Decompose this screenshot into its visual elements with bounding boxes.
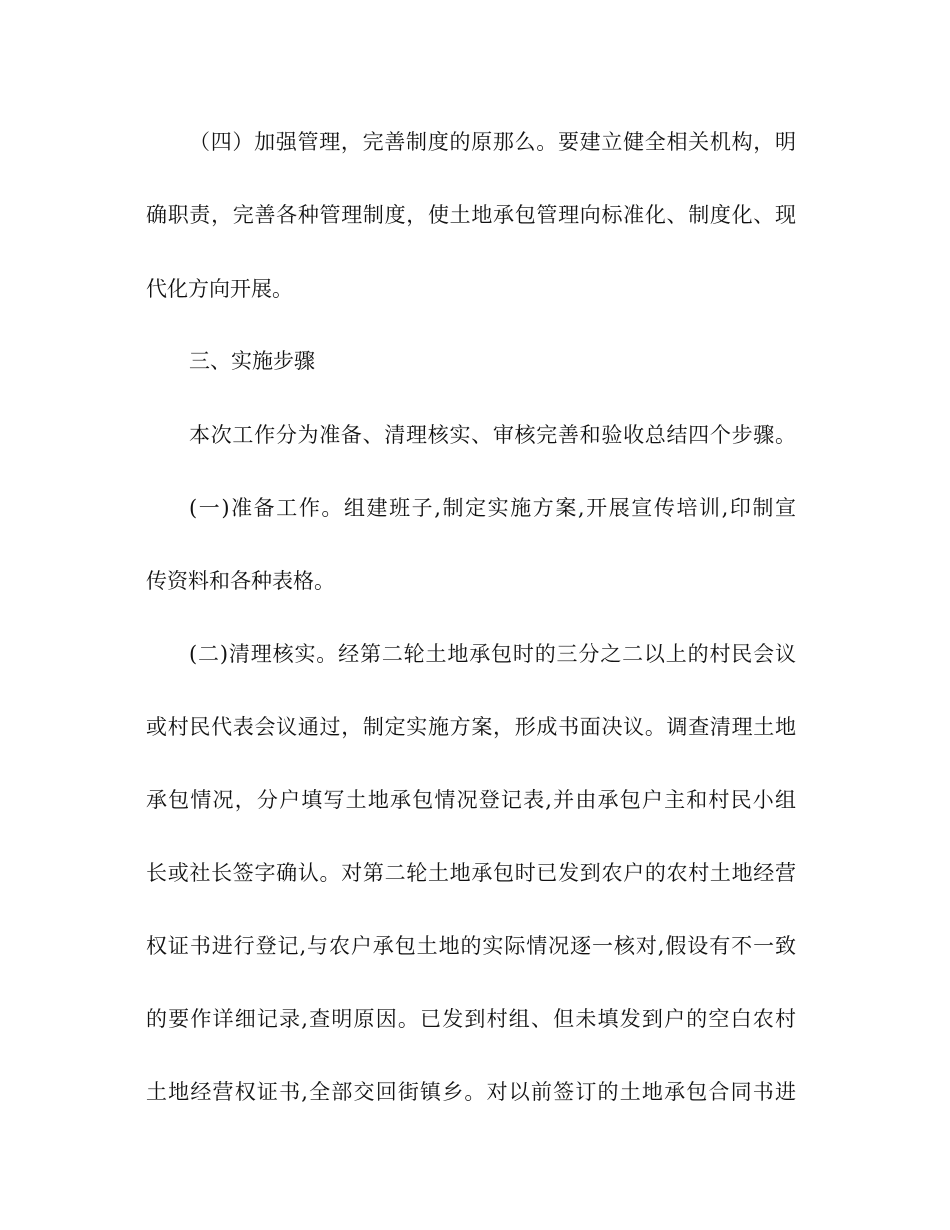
paragraph-4-line-1: （四）加强管理，完善制度的原那么。要建立健全相关机构，明: [189, 130, 796, 154]
section-heading: 三、实施步骤: [189, 349, 315, 373]
step-2-line-1: (二)清理核实。经第二轮土地承包时的三分之二以上的村民会议: [189, 642, 796, 666]
paragraph-4-line-3: 代化方向开展。: [146, 277, 293, 301]
step-2-line-6: 的要作详细记录,查明原因。已发到村组、但未填发到户的空白农村: [146, 1007, 796, 1031]
step-2-line-4: 长或社长签字确认。对第二轮土地承包时已发到农户的农村土地经营: [146, 861, 796, 885]
intro-line: 本次工作分为准备、清理核实、审核完善和验收总结四个步骤。: [189, 423, 796, 447]
step-2-line-3: 承包情况，分户填写土地承包情况登记表,并由承包户主和村民小组: [146, 788, 796, 812]
step-1-line-1: (一)准备工作。组建班子,制定实施方案,开展宣传培训,印制宣: [189, 496, 796, 520]
paragraph-4-line-2: 确职责，完善各种管理制度，使土地承包管理向标准化、制度化、现: [146, 203, 796, 227]
step-1-line-2: 传资料和各种表格。: [146, 569, 335, 593]
step-2-line-7: 土地经营权证书,全部交回街镇乡。对以前签订的土地承包合同书进: [146, 1080, 796, 1104]
step-2-line-5: 权证书进行登记,与农户承包土地的实际情况逐一核对,假设有不一致: [146, 934, 796, 958]
step-2-line-2: 或村民代表会议通过，制定实施方案，形成书面决议。调查清理土地: [146, 715, 796, 739]
